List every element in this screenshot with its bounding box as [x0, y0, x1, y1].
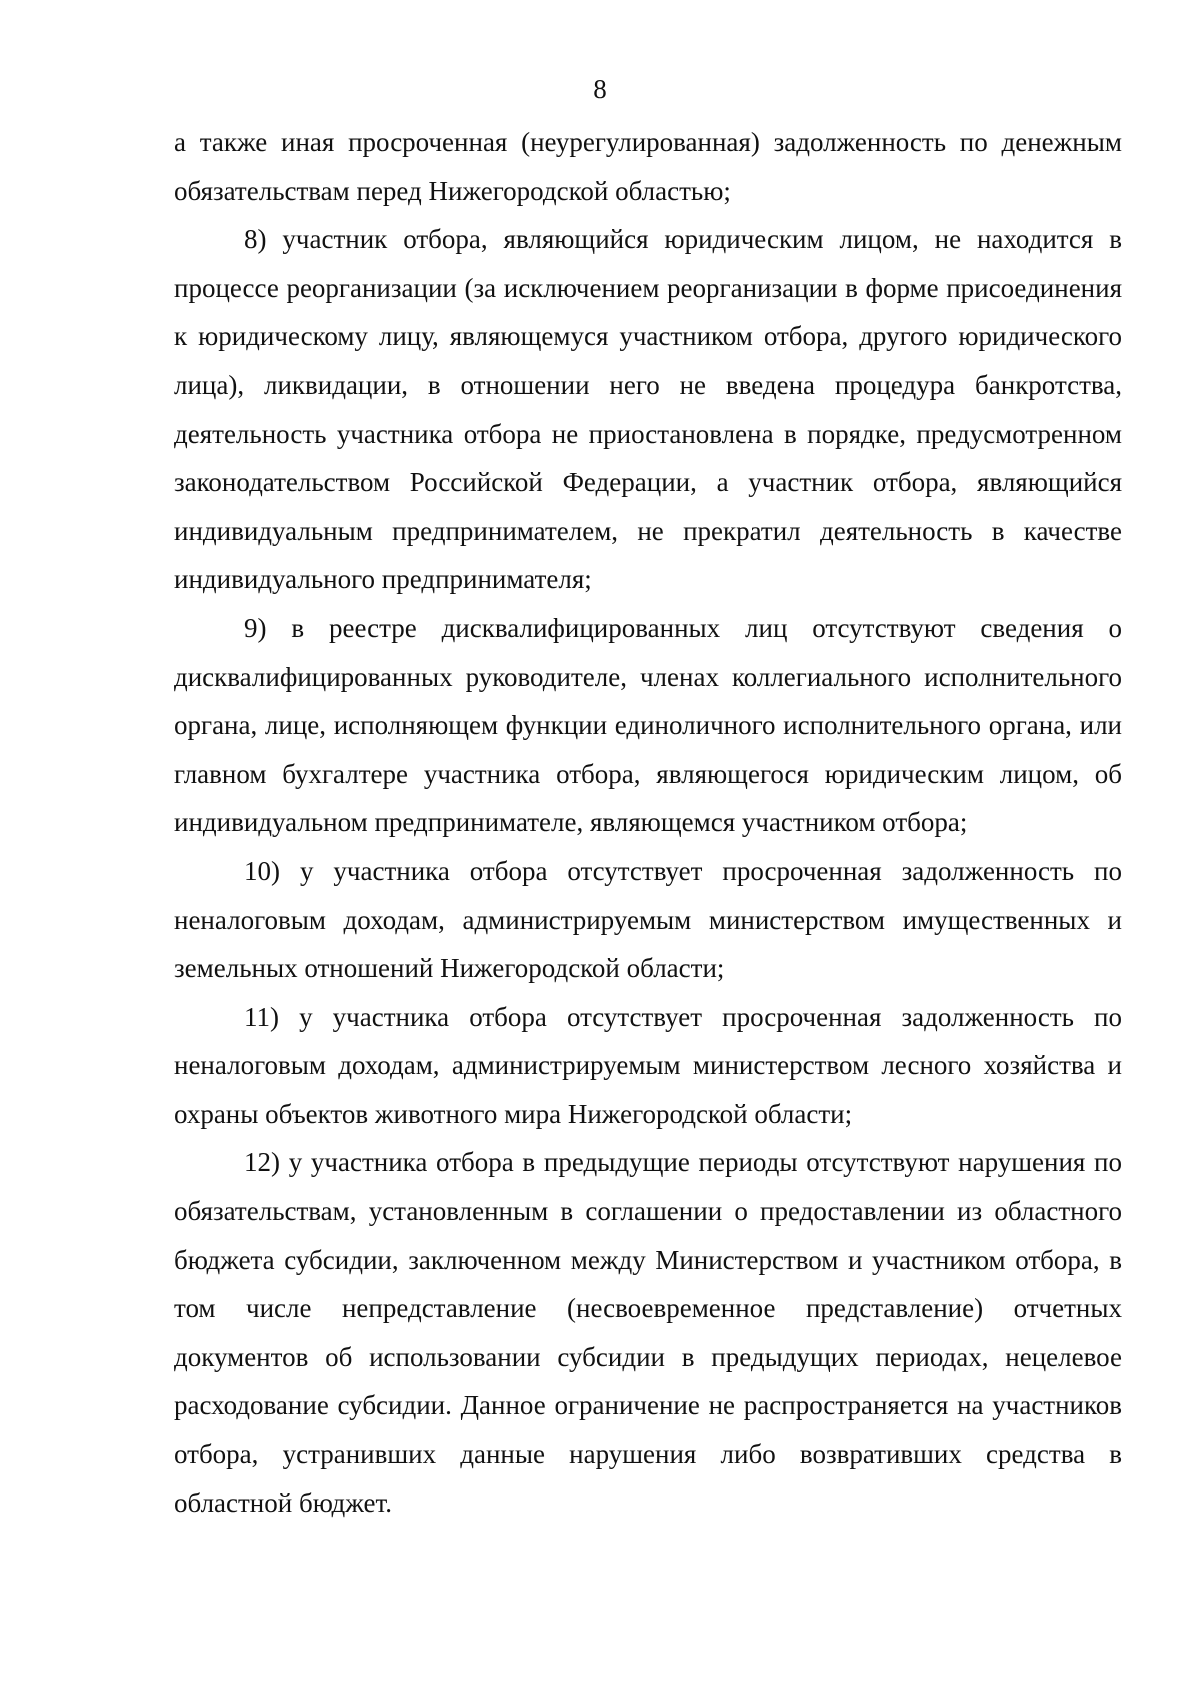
- paragraph-item-11: 11) у участника отбора отсутствует просроченная задолженность по неналоговым доходам, администрируемым министерством лесного хозяйства и охраны объектов животного мира Нижегородской области;: [174, 1001, 1122, 1129]
- paragraph-continuation: а также иная просроченная (неурегулированная) задолженность по денежным обязательствам перед Нижегородской областью;: [174, 127, 1122, 206]
- paragraph-item-9: 9) в реестре дисквалифицированных лиц отсутствуют сведения о дисквалифицированных руководителе, членах коллегиального исполнительного органа, лице, исполняющем функции единоличного исполнительного органа, или главном бухгалтере участника отбора, являющегося юридическим лицом, об индивидуальном предпринимателе, являющемся участником отбора;: [174, 612, 1122, 838]
- paragraph-item-10: 10) у участника отбора отсутствует просроченная задолженность по неналоговым доходам, администрируемым министерством имущественных и земельных отношений Нижегородской области;: [174, 855, 1122, 984]
- document-body: [174, 118, 1122, 1527]
- page-number: 8: [593, 74, 607, 104]
- paragraph-item-12: 12) у участника отбора в предыдущие периоды отсутствуют нарушения по обязательствам, установленным в соглашении о предоставлении из областного бюджета субсидии, заключенном между Министерством и участником отбора, в том числе непредставление (несвоевременное представление) отчетных документов об использовании субсидии в предыдущих периодах, нецелевое расходование субсидии. Данное ограничение не распространяется на участников отбора, устранивших данные нарушения либо возвративших средства в областной бюджет.: [174, 1147, 1122, 1518]
- paragraph-item-8: 8) участник отбора, являющийся юридическим лицом, не находится в процессе реорганизации (за исключением реорганизации в форме присоединения к юридическому лицу, являющемуся участником отбора, другого юридического лица), ликвидации, в отношении него не введена процедура банкротства, деятельность участника отбора не приостановлена в порядке, предусмотренном законодательством Российской Федерации, а участник отбора, являющийся индивидуальным предпринимателем, не прекратил деятельность в качестве индивидуального предпринимателя;: [174, 224, 1122, 595]
